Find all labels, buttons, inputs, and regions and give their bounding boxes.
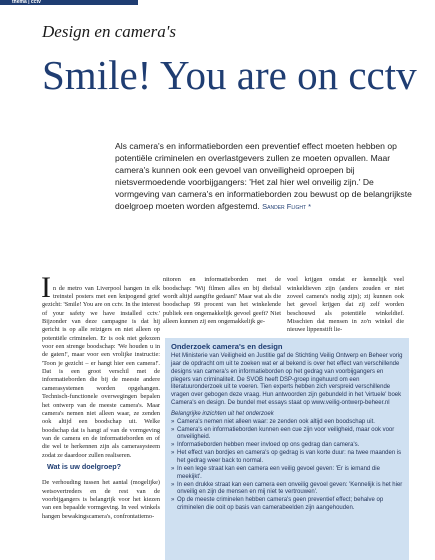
drop-cap: I xyxy=(41,271,51,305)
column-subheading: Wat is uw doelgroep? xyxy=(47,461,122,471)
sidebar-body: Het Ministerie van Veiligheid en Justitie gaf de Stichting Veilig Ontwerp en Beheer vorig jaar de opdracht om uit te zoeken wat er al bekend is over het effect van verschillende designs van camera's en informatieborden op het gedrag van voorbijgangers en plegers van criminaliteit. De SVOB heeft DSP-groep ingehuurd om een literatuuronderzoek uit te voeren. Tien experts hebben zich verspreid verschillende vragen over gebogen deze vraag. Hun antwoorden zijn gebundeld in het 'virtuele' boek Camera's en design. De bundel met essays staat op www.veilig-ontwerp-beheer.nl xyxy=(171,353,403,407)
sidebar-title: Onderzoek camera's en design xyxy=(171,342,283,351)
column-2-text: nitoren en informatieborden met de boodschap: 'Wij filmen alles en bij diefstal wordt altijd aangifte gedaan!' Maar wat als die boodschap 99 procent van het winkelende publiek een ongemakkelijk gevoel geeft? Niet alleen kunnen zij een ongemakkelijk ge- xyxy=(163,276,281,326)
sidebar-subheading: Belangrijke inzichten uit het onderzoek xyxy=(171,410,274,417)
list-item: » In een lege straat kan een camera een veilig gevoel geven: 'Er is iemand die meekijkt'. xyxy=(171,466,404,482)
column-1-text: n de metro van Liverpool hangen in elk treinstel posters met een knipogend grief gezicht: 'Smile! You are on cctv. In the interest of your safety we have installed cctv.' Bijzonder van deze campagne is dat hij gericht is op alle reizigers en niet alleen op potentiële criminelen. Er is ook niet gekozen voor een strenge boodschap: 'We houden u in de gaten!', maar voor een vrolijke instructie: 'Toon je gezicht – er hangt hier een camera!'. Dat is een groot verschil met de informatieborden die bij de meeste andere camerasystemen worden opgehangen. Technisch-functionele overwegingen bepalen het ontwerp van de meeste camera's. Maar camera's nemen niet alleen waar, ze zenden ook altijd een boodschap uit. Welke boodschap dat is hangt af van de vormgeving van de camera en de informatieborden en of die wel te herkennen zijn als camerasysteem zodat ze daardoor zullen realiseren. xyxy=(42,284,160,459)
insights-list xyxy=(171,419,404,513)
section-label-bar xyxy=(0,0,138,5)
list-item: » Camera's en informatieborden kunnen een cue zijn voor veiligheid, maar ook voor onveiligheid. xyxy=(171,427,404,443)
intro-text: Als camera's en informatieborden een preventief effect moeten hebben op potentiële criminelen en overlastgevers zullen ze moeten opvallen. Maar camera's kunnen ook een gevoel van onveiligheid oproepen bij nietsvermoedende voorbijgangers: 'Het zal hier wel onveilig zijn.' De vormgeving van camera's en informatieborden zou bewust op de belangrijkste doelgroep moeten worden afgestemd. xyxy=(115,141,412,212)
article-intro xyxy=(115,140,420,214)
list-item: » Het effect van bordjes en camera's op gedrag is van korte duur: na twee maanden is het gedrag weer back to normal. xyxy=(171,450,404,466)
section-label: thema | cctv xyxy=(12,0,41,5)
column-1 xyxy=(42,268,160,521)
list-item: » Informatieborden hebben meer invloed op ons gedrag dan camera's. xyxy=(171,442,404,450)
list-item: » Op de meeste criminelen hebben camera's geen preventief effect; behalve op criminelen die ooit op basis van camerabeelden zijn aangehouden. xyxy=(171,497,404,513)
column-3 xyxy=(287,268,404,335)
article-title: Smile! You are on cctv xyxy=(42,52,417,98)
author-byline: Sander Flight * xyxy=(262,202,312,212)
list-item: » Camera's nemen niet alleen waar: ze zenden ook altijd een boodschap uit. xyxy=(171,419,404,427)
list-item: » In een drukke straat kan een camera een onveilig gevoel geven: 'Kennelijk is het hier onveilig en zijn de mensen en mij niet te vertrouwen'. xyxy=(171,482,404,498)
column-1-text-2: De verhouding tussen het aantal (mogelijke) wetsovertreders en de rest van de voorbijgangers is belangrijk voor het kiezen van een bepaalde vormgeving. In veel winkels hangen bewakingscamera's, confrontatiemo- xyxy=(42,479,160,520)
research-sidebar xyxy=(165,338,409,560)
column-2 xyxy=(163,268,281,326)
article-kicker: Design en camera's xyxy=(42,22,176,41)
column-3-text: voel krijgen omdat er kennelijk veel winkeldieven zijn (anders zouden er niet zoveel camera's nodig zijn); zij kunnen ook het gevoel krijgen dat zij zelf worden beschouwd als potentiële winkeldief. Misschien dat mensen in zo'n winkel die nieuwe lippenstift lie- xyxy=(287,276,404,334)
